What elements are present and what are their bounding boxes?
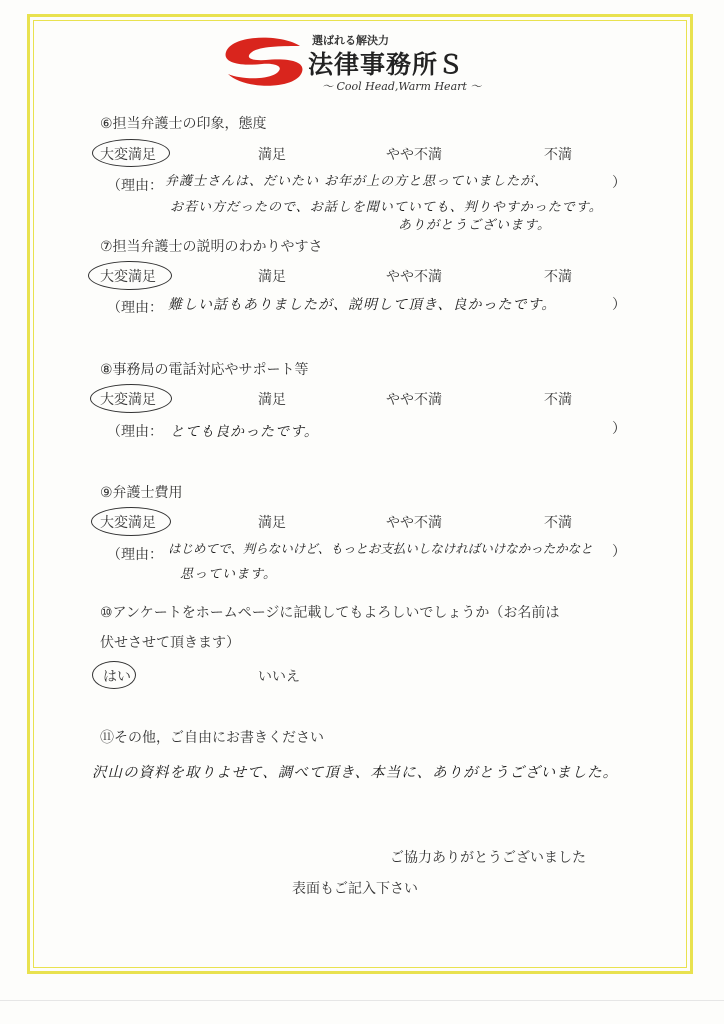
option-dissatisfied[interactable]: 不満 — [544, 515, 572, 531]
answer-line: 思っています。 — [180, 567, 277, 582]
option-very-satisfied[interactable]: 大変満足 — [100, 269, 156, 285]
answer-line: はじめてで、判らないけど、もっとお支払いしなければいけなかったかなと — [168, 541, 593, 556]
option-no[interactable]: いいえ — [258, 669, 300, 685]
option-satisfied[interactable]: 満足 — [258, 147, 286, 163]
question-10-title-line1: ⑩アンケートをホームページに記載してもよろしいでしょうか（お名前は — [100, 605, 560, 621]
back-side-note: 表面もご記入下さい — [292, 881, 418, 897]
selection-circle — [88, 261, 172, 290]
logo-subtitle: ～ Cool Head,Warm Heart ～ — [322, 80, 482, 93]
reason-close: ） — [612, 421, 626, 437]
reason-close: ） — [612, 297, 626, 313]
option-dissatisfied[interactable]: 不満 — [544, 269, 572, 285]
answer-line: とても良かったです。 — [170, 424, 319, 440]
question-6-title: ⑥担当弁護士の印象，態度 — [100, 116, 267, 132]
question-9-title: ⑨弁護士費用 — [100, 485, 183, 501]
question-8-title: ⑧事務局の電話対応やサポート等 — [100, 362, 309, 378]
answer-line: 弁護士さんは、だいたい お年が上の方と思っていましたが、 — [165, 174, 549, 189]
selection-circle — [90, 384, 172, 413]
option-dissatisfied[interactable]: 不満 — [544, 392, 572, 408]
reason-label: （理由： — [107, 178, 163, 194]
option-somewhat-dissatisfied[interactable]: やや不満 — [386, 392, 442, 408]
firm-name: 法律事務所Ｓ — [308, 50, 465, 79]
answer-line: お若い方だったので、お話しを聞いていても、判りやすかったです。 — [170, 200, 603, 215]
answer-line: ありがとうございます。 — [398, 218, 551, 233]
option-very-satisfied[interactable]: 大変満足 — [100, 392, 156, 408]
reason-label: （理由： — [107, 300, 163, 316]
s-swoosh-icon — [222, 36, 306, 90]
reason-close: ） — [612, 175, 626, 191]
option-somewhat-dissatisfied[interactable]: やや不満 — [386, 515, 442, 531]
reason-label: （理由： — [107, 547, 163, 563]
logo-tagline: 選ばれる解決力 — [312, 34, 389, 47]
option-dissatisfied[interactable]: 不満 — [544, 147, 572, 163]
selection-circle — [92, 661, 136, 689]
option-very-satisfied[interactable]: 大変満足 — [100, 147, 156, 163]
reason-close: ） — [612, 544, 626, 560]
option-very-satisfied[interactable]: 大変満足 — [100, 515, 156, 531]
option-satisfied[interactable]: 満足 — [258, 515, 286, 531]
option-somewhat-dissatisfied[interactable]: やや不満 — [386, 147, 442, 163]
question-7-title: ⑦担当弁護士の説明のわかりやすさ — [100, 239, 323, 255]
option-yes[interactable]: はい — [103, 669, 131, 685]
option-somewhat-dissatisfied[interactable]: やや不満 — [386, 269, 442, 285]
thanks-message: ご協力ありがとうございました — [390, 850, 586, 866]
scan-edge — [0, 1000, 724, 1001]
selection-circle — [92, 139, 170, 167]
option-satisfied[interactable]: 満足 — [258, 269, 286, 285]
firm-logo — [222, 30, 512, 95]
question-10-title-line2: 伏せさせて頂きます） — [100, 635, 240, 651]
option-satisfied[interactable]: 満足 — [258, 392, 286, 408]
question-11-title: ⑪その他，ご自由にお書きください — [100, 730, 324, 746]
free-comment: 沢山の資料を取りよせて、調べて頂き、本当に、ありがとうございました。 — [92, 765, 619, 781]
answer-line: 難しい話もありましたが、説明して頂き、良かったです。 — [168, 297, 557, 313]
reason-label: （理由： — [107, 424, 163, 440]
selection-circle — [91, 507, 171, 536]
